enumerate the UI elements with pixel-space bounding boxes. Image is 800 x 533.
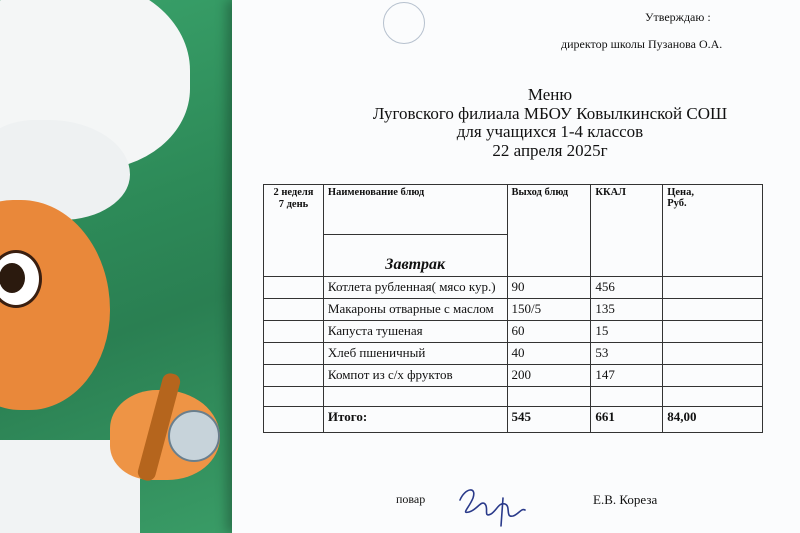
table-row — [264, 321, 763, 343]
dish-cell: Капуста тушеная — [323, 321, 507, 343]
total-yield: 545 — [507, 407, 591, 433]
week-day-header — [264, 185, 324, 277]
approval-label: Утверждаю : — [645, 10, 711, 24]
table-row — [264, 343, 763, 365]
total-label: Итого: — [323, 407, 507, 433]
table-row — [264, 277, 763, 299]
total-row — [264, 407, 763, 433]
kcal-cell: 15 — [591, 321, 663, 343]
price-cell — [663, 277, 763, 299]
price-label: Цена, — [667, 187, 694, 198]
week-label: 2 неделя — [273, 187, 314, 198]
school-name: Луговского филиала МБОУ Ковылкинской СОШ — [372, 103, 728, 123]
table-row — [264, 387, 763, 407]
kcal-cell: 456 — [591, 277, 663, 299]
yield-cell: 60 — [507, 321, 591, 343]
kcal-header: ККАЛ — [591, 185, 663, 277]
price-cell — [663, 321, 763, 343]
price-cell — [663, 299, 763, 321]
school-stamp-seal — [383, 2, 425, 44]
total-price: 84,00 — [663, 407, 763, 433]
director-signature-line: директор школы Пузанова О.А. — [561, 37, 723, 51]
day-label: 7 день — [278, 199, 309, 210]
kcal-cell — [591, 387, 663, 407]
yield-cell: 150/5 — [507, 299, 591, 321]
menu-table — [263, 184, 763, 433]
price-cell — [663, 387, 763, 407]
dish-cell: Макароны отварные с маслом — [323, 299, 507, 321]
chef-poster-illustration — [0, 0, 260, 533]
meal-breakfast-label: Завтрак — [323, 235, 507, 277]
price-cell — [663, 343, 763, 365]
total-kcal: 661 — [591, 407, 663, 433]
cook-name: Е.В. Кореза — [593, 492, 658, 507]
price-cell — [663, 365, 763, 387]
price-header — [663, 185, 763, 277]
kcal-cell: 53 — [591, 343, 663, 365]
pepper-shaker — [168, 410, 220, 462]
yield-cell: 90 — [507, 277, 591, 299]
dish-cell: Котлета рубленная( мясо кур.) — [323, 277, 507, 299]
student-group: для учащихся 1-4 классов — [456, 122, 644, 141]
yield-cell: 200 — [507, 365, 591, 387]
yield-cell — [507, 387, 591, 407]
kcal-cell: 147 — [591, 365, 663, 387]
menu-date: 22 апреля 2025г — [492, 140, 608, 160]
yield-header: Выход блюд — [507, 185, 591, 277]
price-unit: Руб. — [667, 198, 687, 209]
yield-cell: 40 — [507, 343, 591, 365]
kcal-cell: 135 — [591, 299, 663, 321]
table-row — [264, 299, 763, 321]
table-row — [264, 365, 763, 387]
dish-cell: Компот из с/х фруктов — [323, 365, 507, 387]
cook-label: повар — [396, 492, 426, 506]
menu-title: Меню — [527, 85, 573, 104]
menu-title-block — [340, 86, 760, 160]
dish-name-header: Наименование блюд — [323, 185, 507, 235]
dish-cell — [323, 387, 507, 407]
handwritten-signature — [455, 478, 535, 528]
dish-cell: Хлеб пшеничный — [323, 343, 507, 365]
